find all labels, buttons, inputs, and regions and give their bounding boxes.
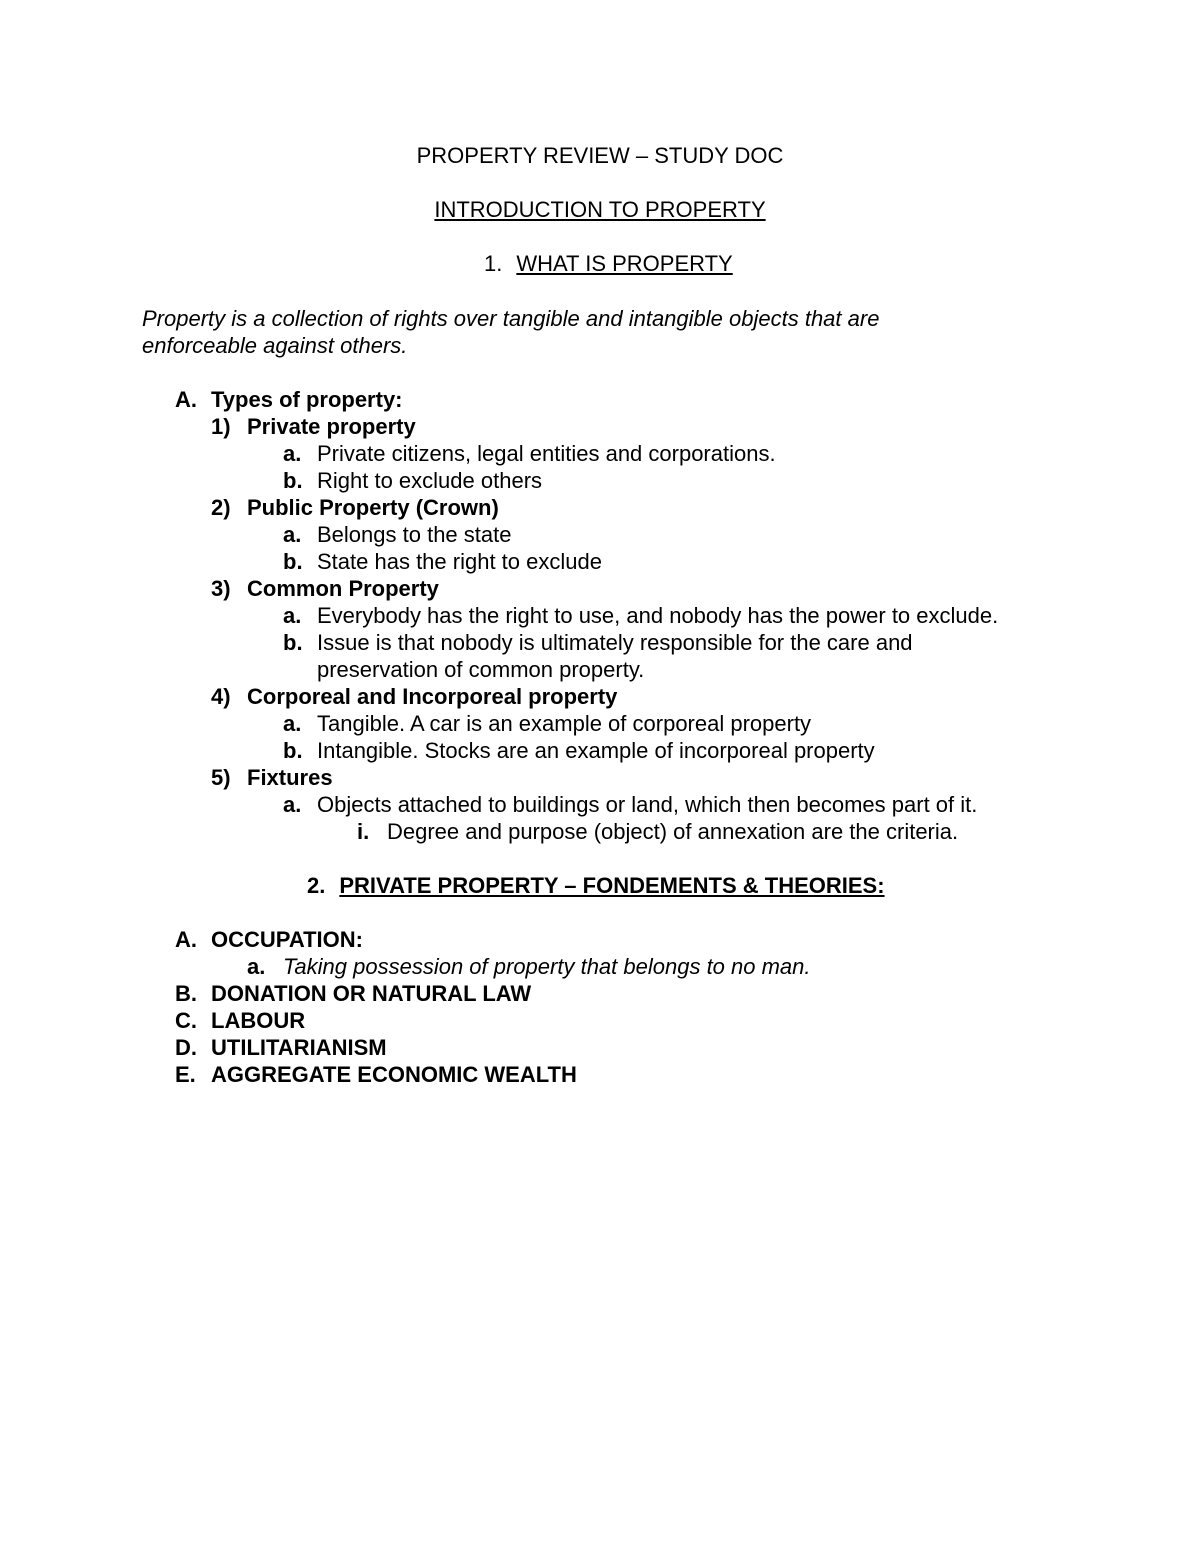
type-1-sub-b-text: Right to exclude others	[317, 468, 543, 493]
type-2-heading: Public Property (Crown)	[247, 495, 499, 520]
type-4-sub-a-marker: a.	[283, 711, 302, 736]
document-title: PROPERTY REVIEW – STUDY DOC	[416, 143, 784, 168]
part1-heading	[484, 250, 733, 277]
type-2-sub-a-marker: a.	[283, 522, 302, 547]
type-3-marker: 3)	[211, 576, 231, 601]
type-1-marker: 1)	[211, 414, 231, 439]
type-4-sub-b-text: Intangible. Stocks are an example of incorporeal property	[317, 738, 875, 763]
type-4-marker: 4)	[211, 684, 231, 709]
theory-e-marker: E.	[175, 1062, 196, 1087]
type-3-sub-a-marker: a.	[283, 603, 302, 628]
type-4-sub-a-text: Tangible. A car is an example of corporeal property	[317, 711, 812, 736]
type-1-sub-a-marker: a.	[283, 441, 302, 466]
theory-c-marker: C.	[175, 1008, 197, 1033]
section-heading: INTRODUCTION TO PROPERTY	[434, 197, 766, 222]
type-2-sub-a-text: Belongs to the state	[317, 522, 512, 547]
type-5-subsub-marker: i.	[357, 819, 370, 844]
theory-d-text: UTILITARIANISM	[211, 1035, 387, 1060]
occupation-sub-text: Taking possession of property that belongs to no man.	[283, 954, 811, 979]
type-5-marker: 5)	[211, 765, 231, 790]
type-1-sub-b-marker: b.	[283, 468, 303, 493]
type-2-sub-b-marker: b.	[283, 549, 303, 574]
type-3-heading: Common Property	[247, 576, 439, 601]
theory-a-text: OCCUPATION:	[211, 927, 363, 952]
type-3-sub-b-text: Issue is that nobody is ultimately responsible for the care and	[317, 630, 913, 655]
type-2-marker: 2)	[211, 495, 231, 520]
definition-line-1: Property is a collection of rights over tangible and intangible objects that are	[142, 306, 880, 331]
occupation-sub-marker: a.	[247, 954, 266, 979]
type-1-sub-a-text: Private citizens, legal entities and corporations.	[317, 441, 776, 466]
theory-d-marker: D.	[175, 1035, 197, 1060]
type-4-sub-b-marker: b.	[283, 738, 303, 763]
part2-number: 2.	[307, 873, 326, 898]
part1-number: 1.	[484, 251, 503, 276]
definition-line-2: enforceable against others.	[142, 333, 408, 358]
type-2-sub-b-text: State has the right to exclude	[317, 549, 602, 574]
theory-b-text: DONATION OR NATURAL LAW	[211, 981, 532, 1006]
type-5-heading: Fixtures	[247, 765, 333, 790]
types-heading: Types of property:	[211, 387, 403, 412]
type-1-heading: Private property	[247, 414, 416, 439]
type-3-sub-a-text: Everybody has the right to use, and nobody has the power to exclude.	[317, 603, 999, 628]
part2-title: PRIVATE PROPERTY – FONDEMENTS & THEORIES:	[339, 873, 885, 898]
theory-a-marker: A.	[175, 927, 197, 952]
part2-heading	[307, 872, 885, 899]
type-3-sub-b-marker: b.	[283, 630, 303, 655]
type-5-subsub-text: Degree and purpose (object) of annexation are the criteria.	[387, 819, 959, 844]
type-5-sub-a-marker: a.	[283, 792, 302, 817]
types-marker: A.	[175, 387, 197, 412]
type-4-heading: Corporeal and Incorporeal property	[247, 684, 618, 709]
theory-e-text: AGGREGATE ECONOMIC WEALTH	[211, 1062, 577, 1087]
theory-b-marker: B.	[175, 981, 197, 1006]
part1-title: WHAT IS PROPERTY	[516, 251, 733, 276]
type-3-sub-b-text-continued: preservation of common property.	[317, 657, 645, 682]
theory-c-text: LABOUR	[211, 1008, 306, 1033]
type-5-sub-a-text: Objects attached to buildings or land, which then becomes part of it.	[317, 792, 978, 817]
